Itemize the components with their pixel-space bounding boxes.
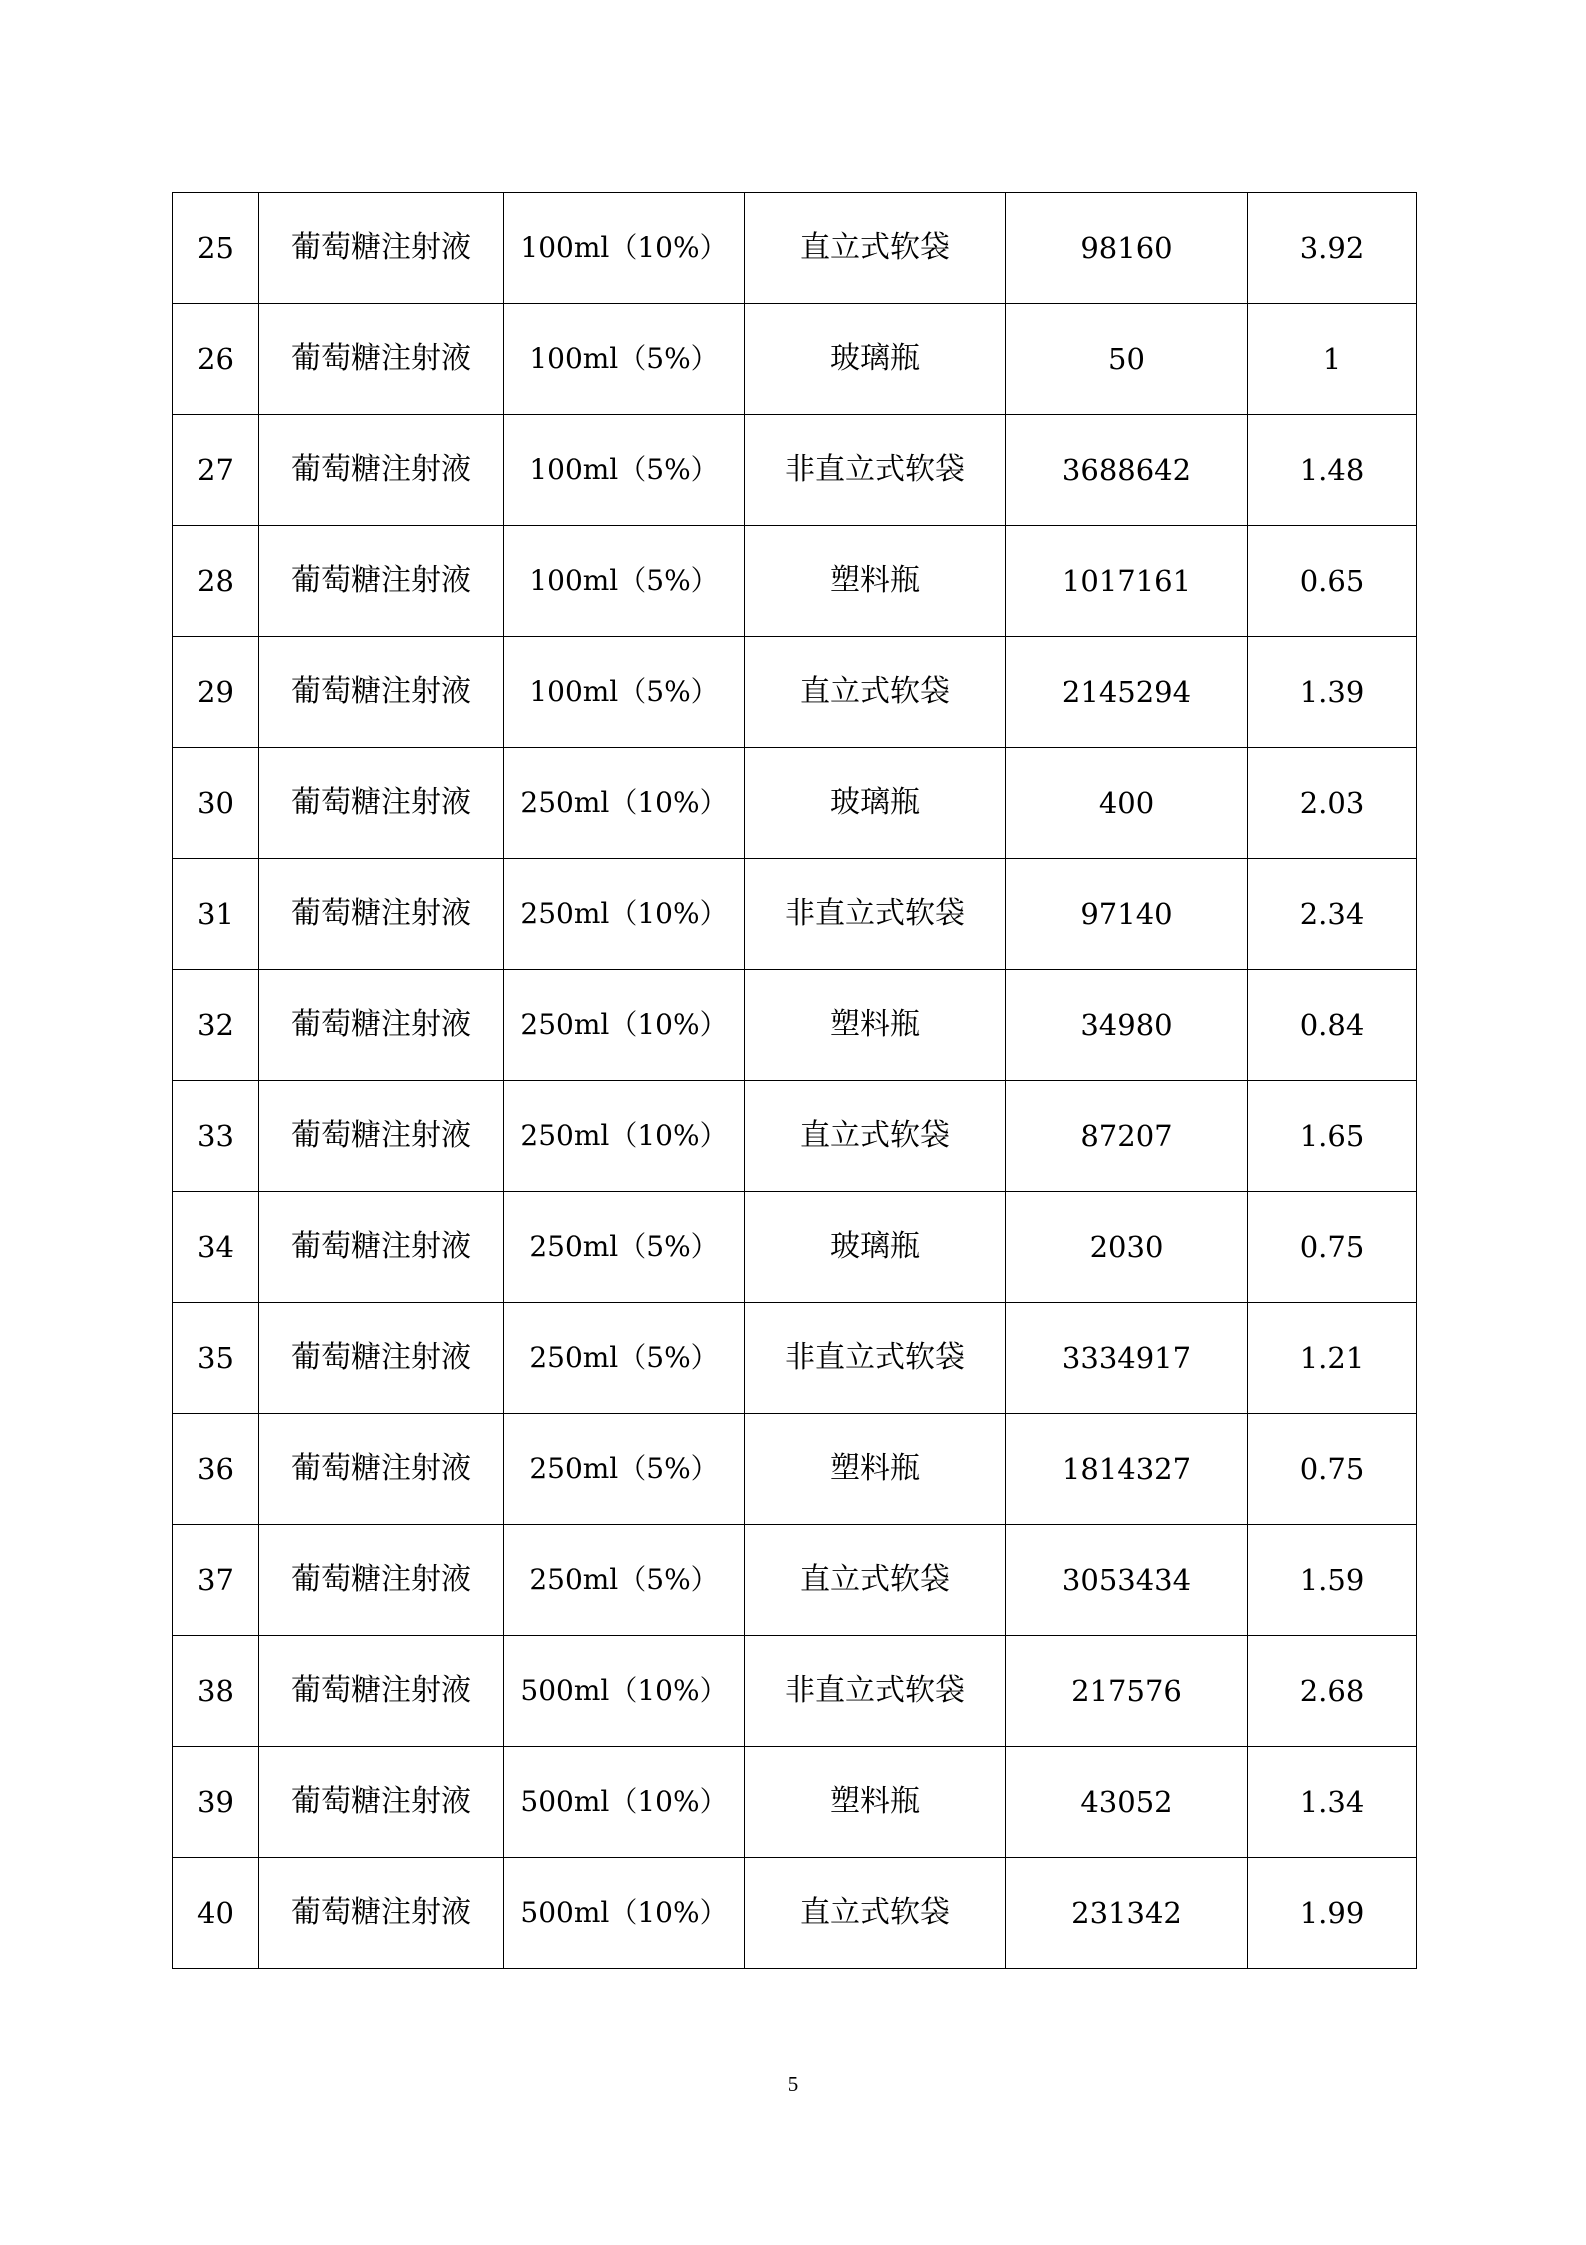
package-type-cell: 非直立式软袋: [745, 859, 1006, 970]
table-row: [173, 193, 1417, 304]
drug-name-cell: 葡萄糖注射液: [259, 970, 504, 1081]
drug-name-cell: 葡萄糖注射液: [259, 1303, 504, 1414]
package-type-cell: 塑料瓶: [745, 1747, 1006, 1858]
specification-cell: 250ml（10%）: [504, 970, 745, 1081]
package-type-cell: 玻璃瓶: [745, 1192, 1006, 1303]
drug-price-table: [172, 192, 1417, 1969]
specification-cell: 250ml（5%）: [504, 1525, 745, 1636]
specification-cell: 500ml（10%）: [504, 1636, 745, 1747]
price-cell: 0.75: [1248, 1414, 1417, 1525]
specification-cell: 250ml（5%）: [504, 1192, 745, 1303]
quantity-cell: 3053434: [1006, 1525, 1248, 1636]
price-cell: 2.34: [1248, 859, 1417, 970]
quantity-cell: 231342: [1006, 1858, 1248, 1969]
specification-cell: 100ml（5%）: [504, 304, 745, 415]
table-row: [173, 304, 1417, 415]
package-type-cell: 直立式软袋: [745, 1858, 1006, 1969]
quantity-cell: 217576: [1006, 1636, 1248, 1747]
table-row: [173, 748, 1417, 859]
table-row: [173, 1858, 1417, 1969]
row-number-cell: 25: [173, 193, 259, 304]
row-number-cell: 36: [173, 1414, 259, 1525]
price-cell: 2.03: [1248, 748, 1417, 859]
table-row: [173, 1081, 1417, 1192]
row-number-cell: 26: [173, 304, 259, 415]
specification-cell: 100ml（5%）: [504, 415, 745, 526]
package-type-cell: 非直立式软袋: [745, 1303, 1006, 1414]
package-type-cell: 直立式软袋: [745, 637, 1006, 748]
drug-name-cell: 葡萄糖注射液: [259, 1525, 504, 1636]
drug-name-cell: 葡萄糖注射液: [259, 1081, 504, 1192]
specification-cell: 250ml（10%）: [504, 859, 745, 970]
package-type-cell: 直立式软袋: [745, 1525, 1006, 1636]
row-number-cell: 27: [173, 415, 259, 526]
table-row: [173, 1192, 1417, 1303]
table-row: [173, 1525, 1417, 1636]
price-cell: 0.75: [1248, 1192, 1417, 1303]
quantity-cell: 2030: [1006, 1192, 1248, 1303]
row-number-cell: 29: [173, 637, 259, 748]
row-number-cell: 38: [173, 1636, 259, 1747]
price-cell: 1.21: [1248, 1303, 1417, 1414]
drug-name-cell: 葡萄糖注射液: [259, 748, 504, 859]
quantity-cell: 400: [1006, 748, 1248, 859]
quantity-cell: 97140: [1006, 859, 1248, 970]
specification-cell: 250ml（5%）: [504, 1414, 745, 1525]
table-row: [173, 637, 1417, 748]
row-number-cell: 33: [173, 1081, 259, 1192]
drug-name-cell: 葡萄糖注射液: [259, 193, 504, 304]
quantity-cell: 2145294: [1006, 637, 1248, 748]
package-type-cell: 玻璃瓶: [745, 748, 1006, 859]
package-type-cell: 玻璃瓶: [745, 304, 1006, 415]
price-cell: 3.92: [1248, 193, 1417, 304]
quantity-cell: 3334917: [1006, 1303, 1248, 1414]
price-cell: 1.48: [1248, 415, 1417, 526]
row-number-cell: 37: [173, 1525, 259, 1636]
table-row: [173, 415, 1417, 526]
quantity-cell: 1017161: [1006, 526, 1248, 637]
table-row: [173, 526, 1417, 637]
table-row: [173, 1414, 1417, 1525]
package-type-cell: 直立式软袋: [745, 1081, 1006, 1192]
price-cell: 0.84: [1248, 970, 1417, 1081]
price-cell: 1.99: [1248, 1858, 1417, 1969]
quantity-cell: 34980: [1006, 970, 1248, 1081]
row-number-cell: 28: [173, 526, 259, 637]
drug-name-cell: 葡萄糖注射液: [259, 304, 504, 415]
package-type-cell: 直立式软袋: [745, 193, 1006, 304]
package-type-cell: 塑料瓶: [745, 970, 1006, 1081]
table-row: [173, 1747, 1417, 1858]
specification-cell: 250ml（10%）: [504, 748, 745, 859]
drug-name-cell: 葡萄糖注射液: [259, 1414, 504, 1525]
drug-name-cell: 葡萄糖注射液: [259, 415, 504, 526]
price-cell: 2.68: [1248, 1636, 1417, 1747]
price-cell: 1.34: [1248, 1747, 1417, 1858]
package-type-cell: 非直立式软袋: [745, 415, 1006, 526]
drug-name-cell: 葡萄糖注射液: [259, 859, 504, 970]
price-cell: 1: [1248, 304, 1417, 415]
row-number-cell: 35: [173, 1303, 259, 1414]
table-row: [173, 970, 1417, 1081]
drug-name-cell: 葡萄糖注射液: [259, 1747, 504, 1858]
table-body: [173, 193, 1417, 1969]
package-type-cell: 塑料瓶: [745, 1414, 1006, 1525]
package-type-cell: 塑料瓶: [745, 526, 1006, 637]
price-cell: 1.39: [1248, 637, 1417, 748]
page-number: 5: [787, 2072, 799, 2096]
drug-name-cell: 葡萄糖注射液: [259, 526, 504, 637]
drug-name-cell: 葡萄糖注射液: [259, 637, 504, 748]
table-row: [173, 1636, 1417, 1747]
table-row: [173, 859, 1417, 970]
specification-cell: 250ml（5%）: [504, 1303, 745, 1414]
quantity-cell: 98160: [1006, 193, 1248, 304]
table-row: [173, 1303, 1417, 1414]
row-number-cell: 32: [173, 970, 259, 1081]
row-number-cell: 31: [173, 859, 259, 970]
quantity-cell: 87207: [1006, 1081, 1248, 1192]
price-cell: 1.65: [1248, 1081, 1417, 1192]
quantity-cell: 50: [1006, 304, 1248, 415]
row-number-cell: 34: [173, 1192, 259, 1303]
price-cell: 0.65: [1248, 526, 1417, 637]
package-type-cell: 非直立式软袋: [745, 1636, 1006, 1747]
specification-cell: 500ml（10%）: [504, 1858, 745, 1969]
drug-name-cell: 葡萄糖注射液: [259, 1636, 504, 1747]
price-cell: 1.59: [1248, 1525, 1417, 1636]
specification-cell: 100ml（5%）: [504, 526, 745, 637]
specification-cell: 100ml（5%）: [504, 637, 745, 748]
quantity-cell: 43052: [1006, 1747, 1248, 1858]
specification-cell: 100ml（10%）: [504, 193, 745, 304]
quantity-cell: 3688642: [1006, 415, 1248, 526]
quantity-cell: 1814327: [1006, 1414, 1248, 1525]
row-number-cell: 30: [173, 748, 259, 859]
row-number-cell: 40: [173, 1858, 259, 1969]
drug-name-cell: 葡萄糖注射液: [259, 1192, 504, 1303]
drug-name-cell: 葡萄糖注射液: [259, 1858, 504, 1969]
row-number-cell: 39: [173, 1747, 259, 1858]
specification-cell: 250ml（10%）: [504, 1081, 745, 1192]
specification-cell: 500ml（10%）: [504, 1747, 745, 1858]
